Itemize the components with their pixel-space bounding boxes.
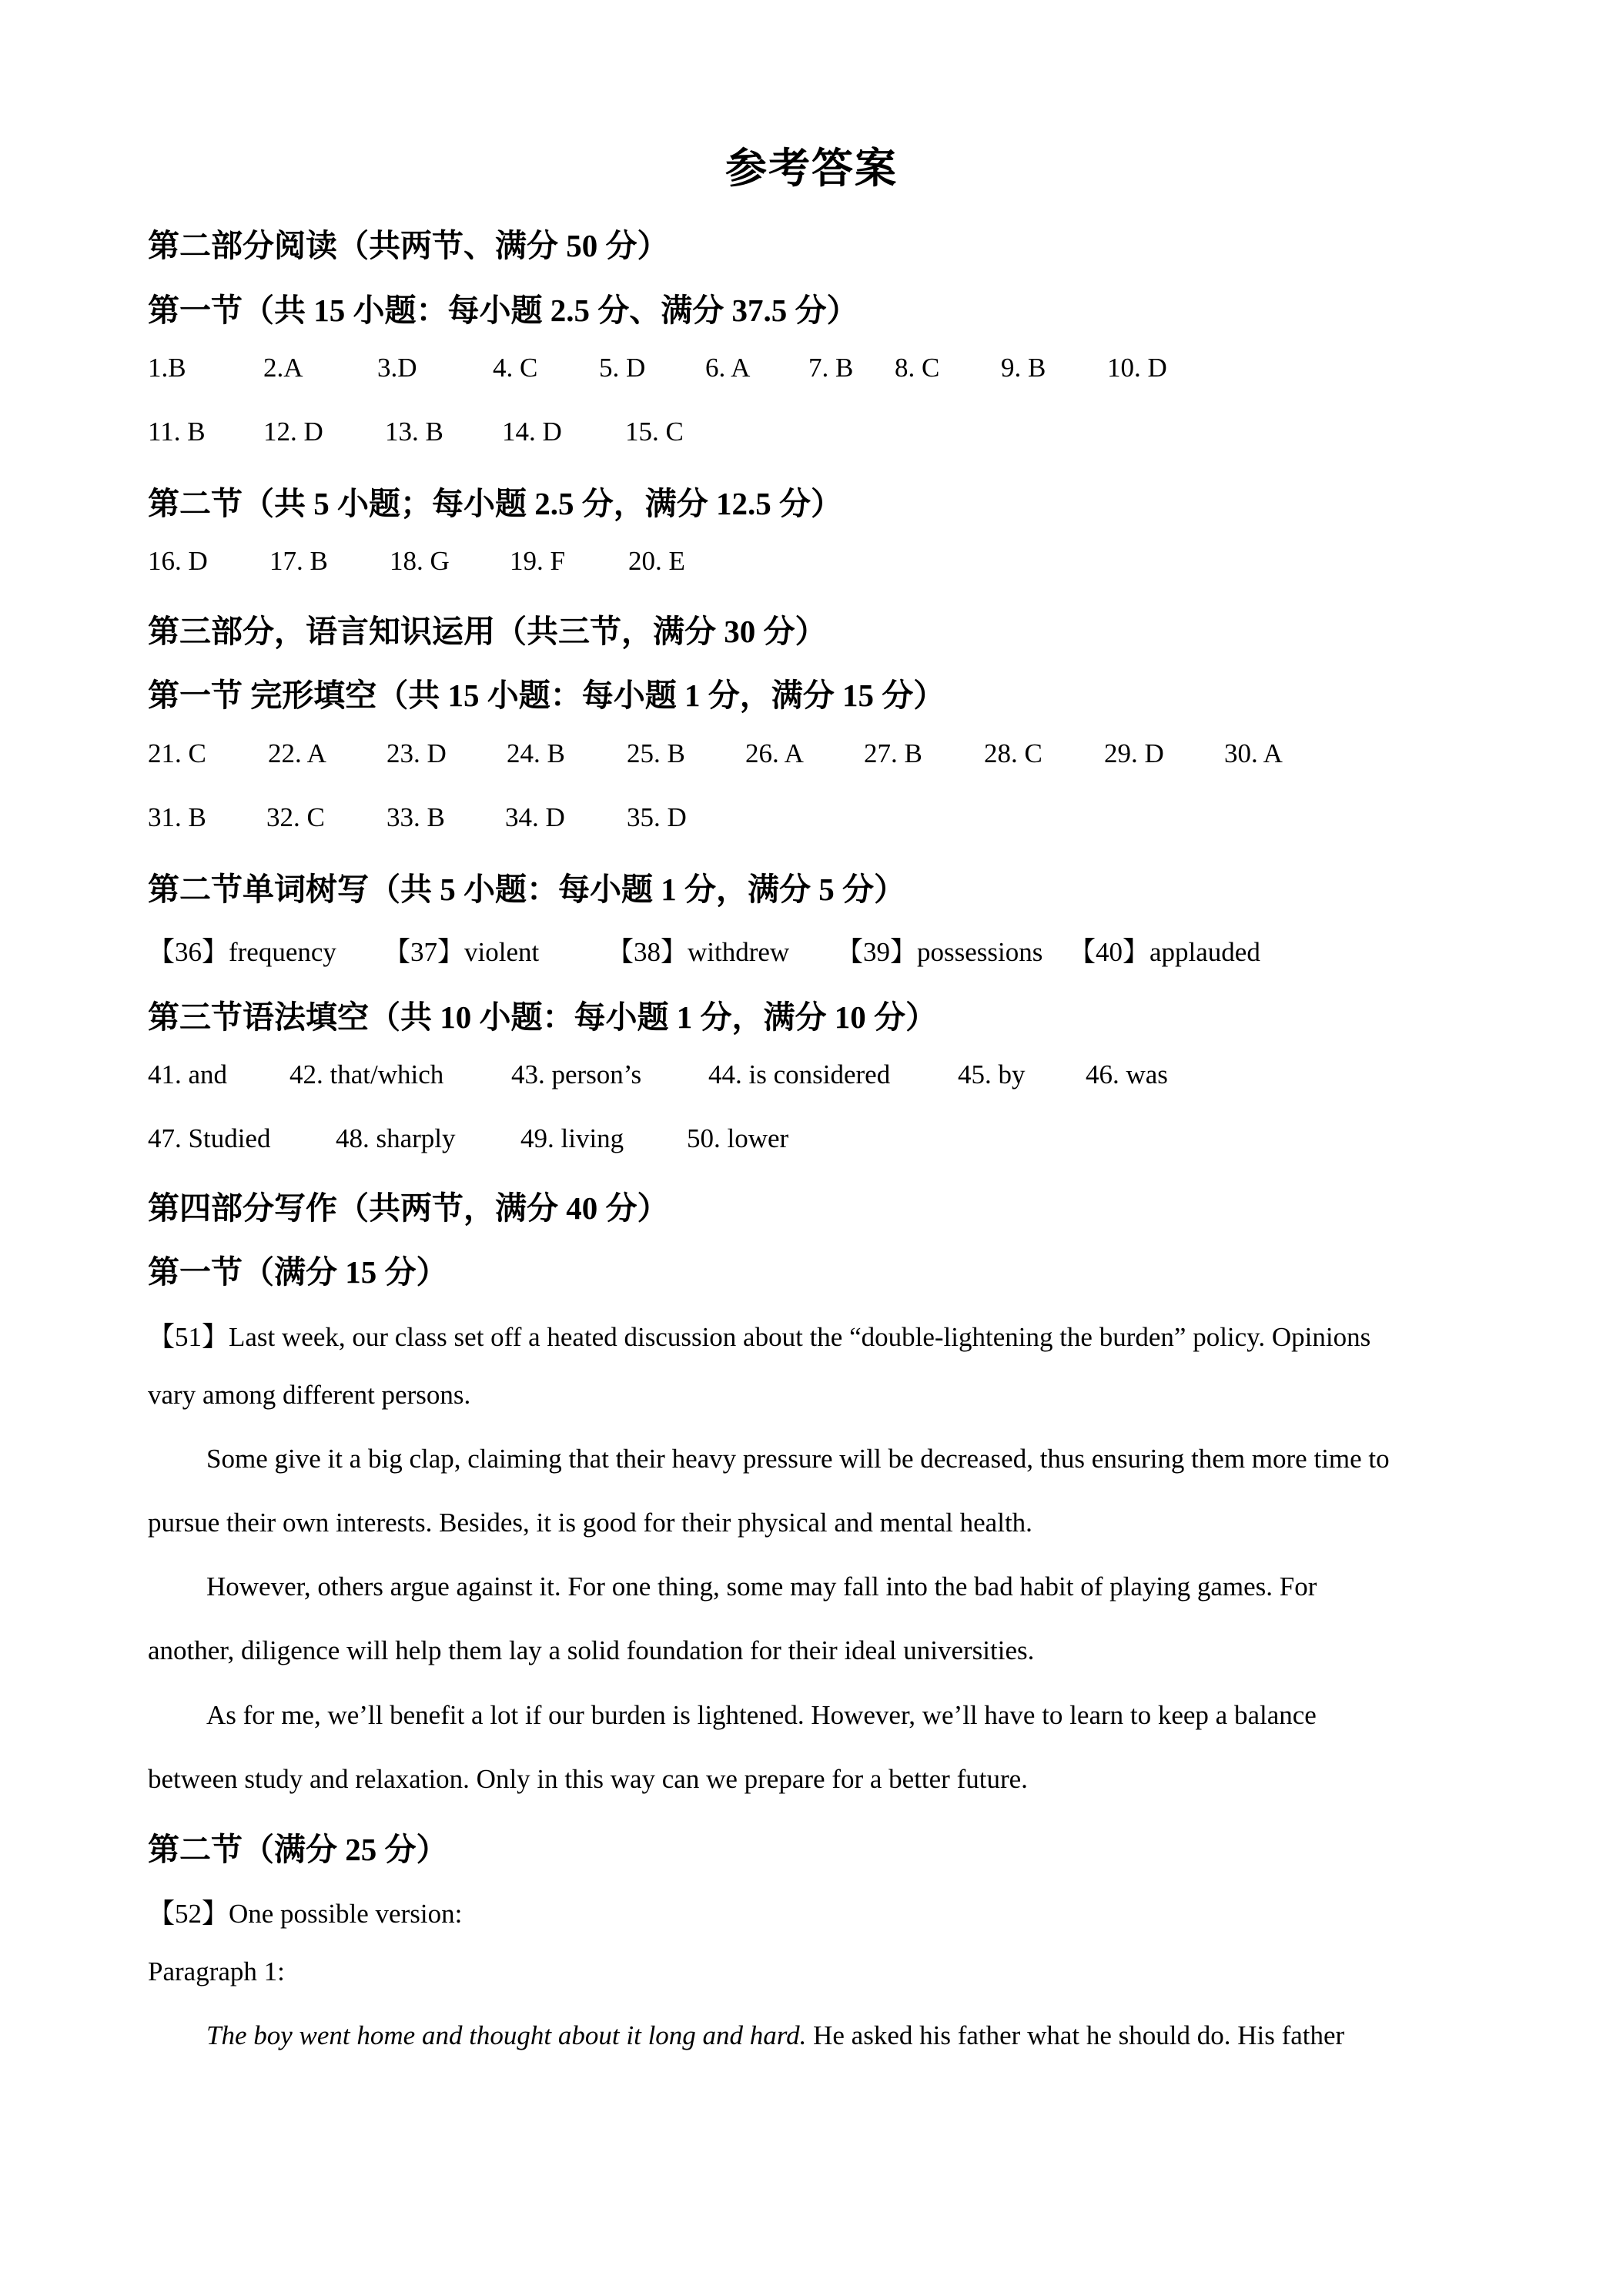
answer-item: 42. that/which <box>289 1059 444 1089</box>
part2-sec2-heading: 第二节（共 5 小题；每小题 2.5 分，满分 12.5 分） <box>148 486 842 521</box>
answer-item: 33. B <box>387 802 445 832</box>
answer-item: 1.B <box>148 353 186 383</box>
answer-item: 26. A <box>745 738 804 768</box>
part2-heading: 第二部分阅读（共两节、满分 50 分） <box>148 228 669 263</box>
answer-item: 22. A <box>268 738 326 768</box>
answer-item: 25. B <box>627 738 685 768</box>
answer-item: 34. D <box>505 802 565 832</box>
part4-sec2-heading: 第二节（满分 25 分） <box>148 1832 448 1867</box>
answer-item: 【36】frequency <box>148 937 336 967</box>
continuation-text: He asked his father what he should do. His father <box>806 2020 1345 2050</box>
answer-item: 18. G <box>390 546 450 576</box>
answer-item: 17. B <box>269 546 328 576</box>
answer-item: 【39】possessions <box>836 937 1043 967</box>
answer-item: 49. living <box>520 1123 624 1153</box>
part2-sec1-heading: 第一节（共 15 小题：每小题 2.5 分、满分 37.5 分） <box>148 293 858 328</box>
answer-item: 【37】violent <box>383 937 540 967</box>
page-title: 参考答案 <box>725 146 898 192</box>
answer-item: 45. by <box>958 1059 1026 1089</box>
answer-item: 32. C <box>266 802 325 832</box>
answer-item: 9. B <box>1001 353 1046 383</box>
answer-item: 19. F <box>510 546 565 576</box>
part3-sec2-heading: 第二节单词树写（共 5 小题：每小题 1 分，满分 5 分） <box>148 872 905 907</box>
answer-item: 46. was <box>1086 1059 1168 1089</box>
answer-item: 3.D <box>377 353 417 383</box>
answer-item: 14. D <box>502 417 562 447</box>
answer-item: 20. E <box>628 546 685 576</box>
part4-sec1-heading: 第一节（满分 15 分） <box>148 1254 448 1290</box>
answer-item: 10. D <box>1107 353 1167 383</box>
essay-line: pursue their own interests. Besides, it is good for their physical and mental health. <box>148 1508 1032 1538</box>
answer-item: 50. lower <box>687 1123 789 1153</box>
answer-item: 48. sharply <box>336 1123 456 1153</box>
answer-item: 【38】withdrew <box>607 937 790 967</box>
answer-item: 13. B <box>385 417 443 447</box>
answer-item: 2.A <box>263 353 303 383</box>
essay-line: between study and relaxation. Only in this way can we prepare for a better future. <box>148 1764 1028 1794</box>
answer-item: 【40】applauded <box>1069 937 1260 967</box>
answer-item: 5. D <box>599 353 646 383</box>
answer-item: 47. Studied <box>148 1123 271 1153</box>
answer-item: 23. D <box>387 738 447 768</box>
answer-item: 4. C <box>493 353 538 383</box>
essay-line: vary among different persons. <box>148 1380 471 1410</box>
part4-heading: 第四部分写作（共两节，满分 40 分） <box>148 1190 669 1226</box>
essay-line: As for me, we’ll benefit a lot if our burden is lightened. However, we’ll have to learn to keep a balance <box>206 1700 1317 1730</box>
answer-item: 41. and <box>148 1059 228 1089</box>
paragraph-label: Paragraph 1: <box>148 1956 285 1986</box>
part3-heading: 第三部分，语言知识运用（共三节，满分 30 分） <box>148 614 827 649</box>
answer-item: 15. C <box>625 417 684 447</box>
essay-line <box>206 2020 1344 2051</box>
answer-item: 29. D <box>1104 738 1164 768</box>
answer-item: 21. C <box>148 738 206 768</box>
answer-item: 27. B <box>864 738 922 768</box>
essay-line: 【51】Last week, our class set off a heated discussion about the “double-lightening the burden” policy. Opinions <box>148 1322 1371 1352</box>
italic-sentence: The boy went home and thought about it long and hard. <box>206 2020 807 2050</box>
essay-line: Some give it a big clap, claiming that their heavy pressure will be decreased, thus ensuring them more time to <box>206 1444 1390 1474</box>
answer-item: 12. D <box>263 417 323 447</box>
answer-item: 16. D <box>148 546 208 576</box>
answer-item: 28. C <box>984 738 1042 768</box>
part3-sec1-heading: 第一节 完形填空（共 15 小题：每小题 1 分，满分 15 分） <box>148 678 945 713</box>
essay-line: another, diligence will help them lay a solid foundation for their ideal universities. <box>148 1635 1035 1665</box>
answer-item: 6. A <box>705 353 751 383</box>
answer-item: 8. C <box>895 353 940 383</box>
answer-item: 30. A <box>1224 738 1283 768</box>
answer-item: 35. D <box>627 802 687 832</box>
answer-item: 31. B <box>148 802 206 832</box>
essay-line: However, others argue against it. For one thing, some may fall into the bad habit of playing games. For <box>206 1571 1317 1602</box>
answer-item: 24. B <box>507 738 565 768</box>
answer-item: 7. B <box>808 353 854 383</box>
essay-intro: 【52】One possible version: <box>148 1899 463 1929</box>
part3-sec3-heading: 第三节语法填空（共 10 小题：每小题 1 分，满分 10 分） <box>148 999 937 1035</box>
answer-item: 11. B <box>148 417 206 447</box>
answer-item: 44. is considered <box>708 1059 891 1089</box>
answer-item: 43. person’s <box>511 1059 642 1089</box>
